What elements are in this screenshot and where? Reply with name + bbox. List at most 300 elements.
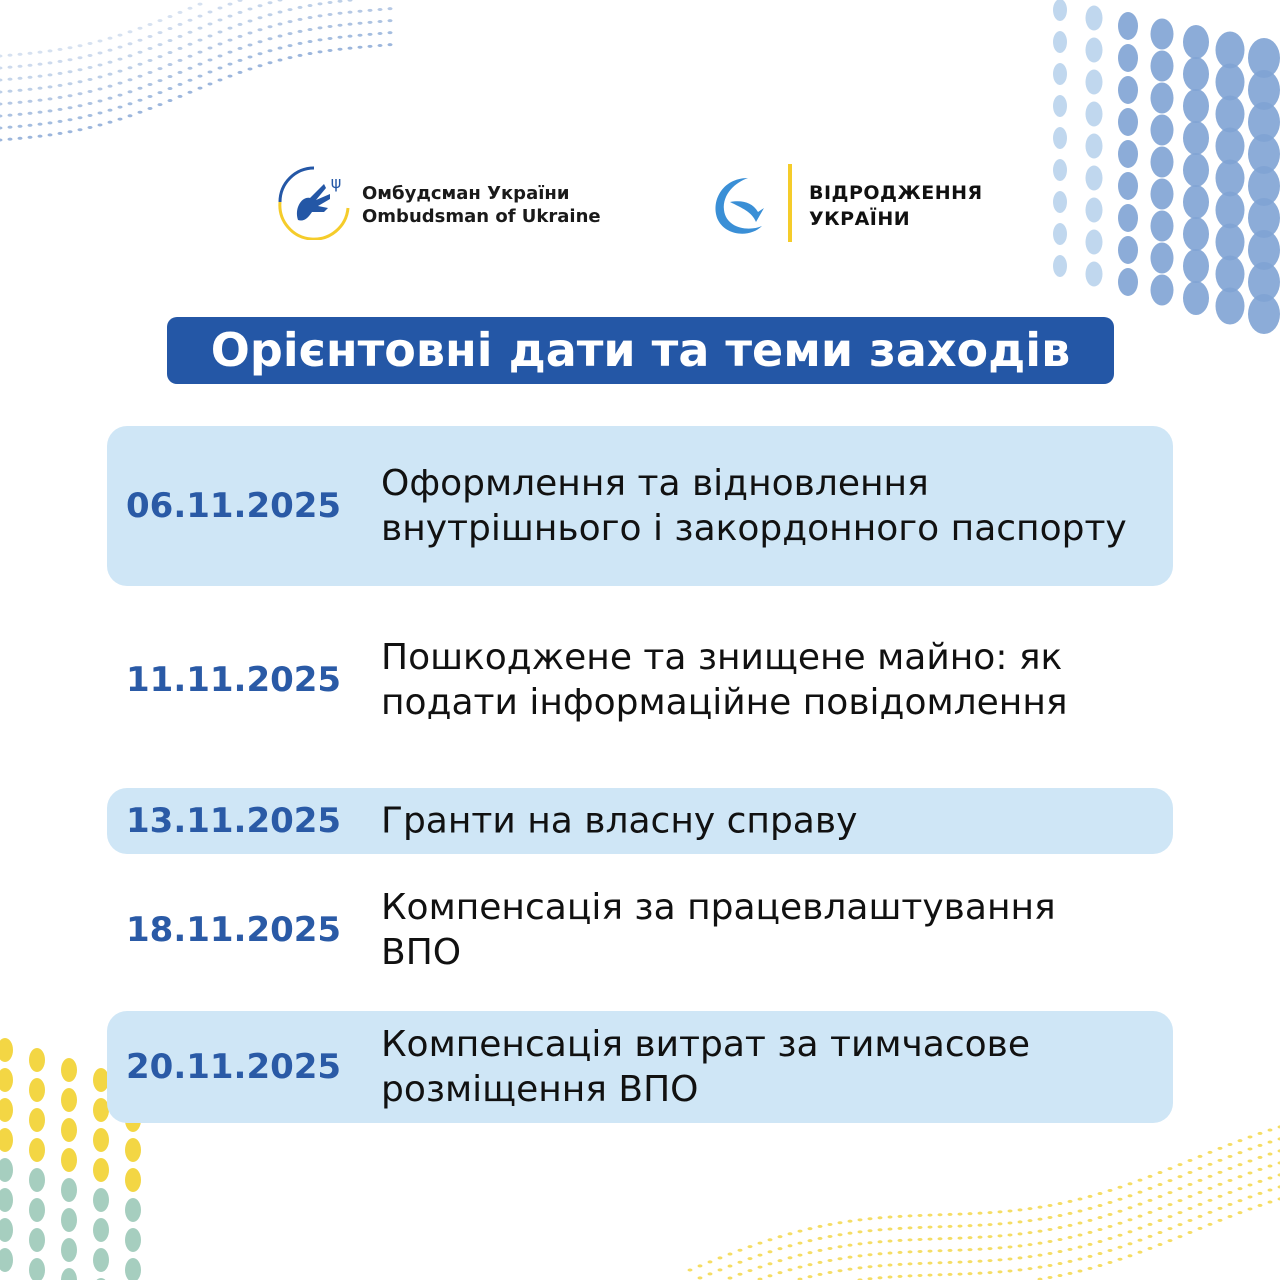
decor-dot	[29, 1108, 45, 1132]
decor-dot	[818, 1273, 823, 1276]
decor-dot	[1078, 1198, 1083, 1201]
decor-dot	[188, 7, 193, 10]
decor-dot	[1068, 1272, 1073, 1275]
decor-dot	[1148, 1175, 1153, 1178]
decor-dot	[1188, 1207, 1193, 1210]
decor-dot	[8, 90, 13, 93]
decor-dot	[788, 1268, 793, 1271]
decor-dot	[208, 82, 213, 85]
decor-dot	[1248, 1207, 1253, 1210]
decor-dot	[38, 99, 43, 102]
decor-dot	[58, 108, 63, 111]
decor-dot	[808, 1275, 813, 1278]
decor-dot	[998, 1270, 1003, 1273]
decor-dot	[48, 61, 53, 64]
decor-dot	[928, 1226, 933, 1229]
decor-dot	[148, 47, 153, 50]
decor-dot	[218, 6, 223, 9]
decor-dot	[48, 133, 53, 136]
decor-dot	[1088, 1219, 1093, 1222]
decor-dot	[78, 104, 83, 107]
decor-dot	[48, 109, 53, 112]
decor-dot	[698, 1264, 703, 1267]
decor-dot	[188, 79, 193, 82]
decor-dot	[848, 1268, 853, 1271]
decor-dot	[1048, 1216, 1053, 1219]
decor-dot	[0, 115, 3, 118]
decor-dot	[978, 1272, 983, 1275]
decor-dot	[1158, 1243, 1163, 1246]
page-title: Орієнтовні дати та теми заходів	[167, 317, 1114, 384]
decor-dot	[1028, 1231, 1033, 1234]
decor-dot	[1198, 1191, 1203, 1194]
decor-dot	[308, 4, 313, 7]
decor-dot	[1068, 1248, 1073, 1251]
decor-dot	[318, 50, 323, 53]
decor-dot	[1118, 1222, 1123, 1225]
decor-dot	[978, 1248, 983, 1251]
decor-dot	[98, 75, 103, 78]
event-topic: Оформлення та відновлення внутрішнього і закордонного паспорту	[381, 463, 1127, 549]
decor-dot	[698, 1276, 703, 1279]
decor-dot	[998, 1222, 1003, 1225]
decor-dot	[138, 75, 143, 78]
decor-dot	[1178, 1163, 1183, 1166]
decor-dot	[48, 49, 53, 52]
decor-dot	[98, 63, 103, 66]
decor-dot	[18, 125, 23, 128]
decor-dot	[288, 56, 293, 59]
decor-dot	[38, 135, 43, 138]
decor-dot	[158, 67, 163, 70]
decor-dot	[968, 1260, 973, 1263]
decor-dot	[1138, 1203, 1143, 1206]
decor-dot	[1098, 1192, 1103, 1195]
decor-dot	[878, 1264, 883, 1267]
decor-dot	[1158, 1219, 1163, 1222]
decor-dot	[58, 120, 63, 123]
decor-dot	[838, 1221, 843, 1224]
decor-dot	[1248, 1183, 1253, 1186]
decor-dot	[378, 32, 383, 35]
decor-dot	[338, 48, 343, 51]
decor-dot	[1248, 1171, 1253, 1174]
decor-dot	[1048, 1240, 1053, 1243]
decor-dot	[378, 8, 383, 11]
decor-dot	[1198, 1215, 1203, 1218]
decor-dot	[888, 1264, 893, 1267]
decor-dot	[758, 1242, 763, 1245]
decor-dot	[328, 25, 333, 28]
decor-dot	[1068, 1260, 1073, 1263]
decor-dot	[1098, 1252, 1103, 1255]
decor-dot	[8, 78, 13, 81]
decor-dot	[1098, 1228, 1103, 1231]
decor-dot	[218, 66, 223, 69]
decor-dot	[0, 1068, 13, 1092]
decor-dot	[168, 27, 173, 30]
decor-dot	[29, 1138, 45, 1162]
decor-dot	[1148, 1199, 1153, 1202]
decor-dot	[858, 1242, 863, 1245]
decor-dot	[798, 1266, 803, 1269]
decor-dot	[1086, 262, 1103, 287]
logo-divider	[788, 164, 792, 242]
decor-dot	[378, 44, 383, 47]
decor-dot	[178, 59, 183, 62]
decor-dot	[988, 1271, 993, 1274]
decor-dot	[1188, 1231, 1193, 1234]
decor-dot	[148, 59, 153, 62]
decor-dot	[168, 75, 173, 78]
decor-dot	[878, 1228, 883, 1231]
decor-dot	[218, 30, 223, 33]
decor-dot	[248, 43, 253, 46]
decor-dot	[58, 84, 63, 87]
decor-dot	[1168, 1191, 1173, 1194]
decor-dot	[148, 23, 153, 26]
decor-dot	[218, 54, 223, 57]
decor-dot	[1058, 1238, 1063, 1241]
event-row	[107, 600, 1173, 760]
decor-dot	[1038, 1242, 1043, 1245]
decor-dot	[198, 51, 203, 54]
decor-dot	[78, 44, 83, 47]
decor-dot	[938, 1261, 943, 1264]
decor-dot	[1018, 1256, 1023, 1259]
decor-dot	[1158, 1231, 1163, 1234]
event-row	[107, 1011, 1173, 1123]
decor-dot	[388, 31, 393, 34]
decor-dot	[778, 1247, 783, 1250]
decor-dot	[828, 1271, 833, 1274]
decor-dot	[1151, 275, 1174, 306]
decor-dot	[68, 46, 73, 49]
decor-dot	[1048, 1204, 1053, 1207]
decor-dot	[838, 1245, 843, 1248]
decor-dot	[208, 70, 213, 73]
decor-dot	[928, 1250, 933, 1253]
decor-dot	[1118, 1210, 1123, 1213]
decor-dot	[0, 1128, 13, 1152]
decor-dot	[948, 1273, 953, 1276]
decor-dot	[958, 1237, 963, 1240]
decor-dot	[198, 15, 203, 18]
decor-dot	[238, 11, 243, 14]
decor-dot	[1216, 32, 1245, 69]
decor-dot	[98, 51, 103, 54]
decor-dot	[158, 43, 163, 46]
decor-dot	[88, 126, 93, 129]
decor-dot	[298, 30, 303, 33]
decor-dot	[328, 49, 333, 52]
decor-dot	[228, 63, 233, 66]
decor-dot	[1228, 1191, 1233, 1194]
decor-dot	[1216, 64, 1245, 101]
decor-dot	[29, 1048, 45, 1072]
decor-dot	[838, 1269, 843, 1272]
decor-dot	[1216, 288, 1245, 325]
decor-dot	[68, 130, 73, 133]
decor-dot	[1018, 1220, 1023, 1223]
decor-dot	[1088, 1243, 1093, 1246]
decor-dot	[1228, 1143, 1233, 1146]
decor-dot	[1228, 1203, 1233, 1206]
decor-dot	[938, 1273, 943, 1276]
event-row	[107, 872, 1173, 988]
decor-dot	[1158, 1195, 1163, 1198]
decor-dot	[828, 1247, 833, 1250]
decor-dot	[38, 123, 43, 126]
decor-dot	[148, 83, 153, 86]
decor-dot	[1151, 115, 1174, 146]
ombudsman-logo-icon	[276, 164, 352, 240]
decor-dot	[8, 54, 13, 57]
decor-dot	[1086, 134, 1103, 159]
decor-dot	[1238, 1151, 1243, 1154]
decor-dot	[1168, 1227, 1173, 1230]
decor-dot	[0, 1218, 13, 1242]
decor-dot	[1268, 1189, 1273, 1192]
decor-dot	[968, 1236, 973, 1239]
decor-dot	[78, 116, 83, 119]
decor-dot	[0, 67, 3, 70]
decor-dot	[1108, 1213, 1113, 1216]
decor-dot	[61, 1238, 77, 1262]
decor-dot	[1238, 1175, 1243, 1178]
decor-dot	[28, 88, 33, 91]
decor-dot	[1248, 1135, 1253, 1138]
decor-dot	[108, 73, 113, 76]
decor-dot	[788, 1256, 793, 1259]
decor-dot	[908, 1214, 913, 1217]
decor-dot	[198, 63, 203, 66]
decor-dot	[0, 139, 3, 142]
decor-dot	[1108, 1249, 1113, 1252]
decor-dot	[78, 56, 83, 59]
decor-dot	[1088, 1231, 1093, 1234]
decor-dot	[788, 1232, 793, 1235]
decor-dot	[1198, 1155, 1203, 1158]
decor-dot	[1168, 1203, 1173, 1206]
decor-dot	[1118, 1258, 1123, 1261]
decor-dot	[238, 47, 243, 50]
decor-dot	[118, 34, 123, 37]
decor-dot	[1098, 1264, 1103, 1267]
decor-dot	[1248, 1159, 1253, 1162]
decor-dot	[908, 1238, 913, 1241]
decor-dot	[338, 36, 343, 39]
decor-dot	[898, 1263, 903, 1266]
svg-text:ψ: ψ	[330, 173, 342, 192]
decor-dot	[858, 1230, 863, 1233]
decor-dot	[308, 28, 313, 31]
decor-dot	[18, 113, 23, 116]
decor-dot	[1053, 0, 1067, 21]
decor-dot	[138, 27, 143, 30]
decor-dot	[108, 61, 113, 64]
decor-dot	[348, 35, 353, 38]
decor-dot	[1058, 1274, 1063, 1277]
decor-dot	[1148, 1211, 1153, 1214]
decor-dot	[248, 31, 253, 34]
decor-dot	[268, 25, 273, 28]
decor-dot	[29, 1198, 45, 1222]
decor-dot	[208, 58, 213, 61]
decor-dot	[778, 1259, 783, 1262]
decor-dot	[898, 1251, 903, 1254]
decor-dot	[978, 1260, 983, 1263]
decor-dot	[158, 79, 163, 82]
decor-dot	[268, 37, 273, 40]
decor-dot	[118, 58, 123, 61]
decor-dot	[1138, 1191, 1143, 1194]
decor-dot	[328, 13, 333, 16]
decor-dot	[138, 63, 143, 66]
decor-dot	[1118, 268, 1138, 296]
decor-dot	[58, 60, 63, 63]
decor-dot	[158, 103, 163, 106]
decor-dot	[1058, 1202, 1063, 1205]
decor-dot	[738, 1273, 743, 1276]
decor-dot	[108, 97, 113, 100]
decor-dot	[928, 1262, 933, 1265]
decor-dot	[278, 23, 283, 26]
decor-dot	[348, 0, 353, 2]
decor-dot	[98, 99, 103, 102]
decor-dot	[48, 73, 53, 76]
decor-dot	[58, 72, 63, 75]
decor-dot	[918, 1274, 923, 1277]
decor-dot	[888, 1240, 893, 1243]
decor-dot	[28, 52, 33, 55]
decor-dot	[1183, 57, 1209, 91]
decor-dot	[0, 1158, 13, 1182]
decor-dot	[948, 1249, 953, 1252]
decor-dot	[1258, 1144, 1263, 1147]
decor-dot	[58, 132, 63, 135]
decor-dot	[118, 46, 123, 49]
decor-dot	[1151, 83, 1174, 114]
decor-dot	[1053, 95, 1067, 117]
decor-dot	[118, 70, 123, 73]
decor-dot	[848, 1244, 853, 1247]
decor-dot	[1238, 1211, 1243, 1214]
decor-dot	[1188, 1195, 1193, 1198]
decor-dot	[158, 31, 163, 34]
decor-dot	[878, 1252, 883, 1255]
decor-dot	[808, 1263, 813, 1266]
decor-dot	[1138, 1251, 1143, 1254]
decor-dot	[1208, 1211, 1213, 1214]
decor-dot	[188, 91, 193, 94]
partner-logos	[0, 160, 1280, 250]
event-date: 13.11.2025	[126, 801, 342, 841]
decor-dot	[918, 1250, 923, 1253]
decor-dot	[178, 11, 183, 14]
decor-dot	[988, 1211, 993, 1214]
decor-dot	[968, 1224, 973, 1227]
decor-dot	[0, 55, 3, 58]
decor-dot	[208, 46, 213, 49]
decor-dot	[1128, 1254, 1133, 1257]
decor-dot	[1208, 1199, 1213, 1202]
decor-dot	[1183, 121, 1209, 155]
event-topic: Компенсація за працевлаштування ВПО	[381, 887, 1056, 973]
decor-dot	[128, 114, 133, 117]
decor-dot	[218, 78, 223, 81]
decor-dot	[1216, 256, 1245, 293]
decor-dot	[1018, 1232, 1023, 1235]
decor-dot	[1118, 1186, 1123, 1189]
decor-dot	[178, 83, 183, 86]
decor-dot	[708, 1260, 713, 1263]
decor-dot	[61, 1118, 77, 1142]
decor-dot	[158, 19, 163, 22]
decor-dot	[228, 51, 233, 54]
decor-dot	[1038, 1266, 1043, 1269]
decor-dot	[93, 1158, 109, 1182]
decor-dot	[278, 59, 283, 62]
decor-dot	[1038, 1230, 1043, 1233]
event-topic: Гранти на власну справу	[381, 800, 858, 842]
decor-dot	[1188, 1219, 1193, 1222]
decor-dot	[998, 1246, 1003, 1249]
decor-dot	[358, 46, 363, 49]
decor-dot	[328, 37, 333, 40]
decor-dot	[368, 45, 373, 48]
decor-dot	[708, 1272, 713, 1275]
decor-dot	[128, 66, 133, 69]
decor-dot	[1198, 1179, 1203, 1182]
decor-dot	[1148, 1247, 1153, 1250]
decor-dot	[908, 1262, 913, 1265]
decor-dot	[818, 1261, 823, 1264]
decor-dot	[61, 1178, 77, 1202]
decor-dot	[188, 43, 193, 46]
decor-dot	[198, 39, 203, 42]
decor-dot	[1158, 1207, 1163, 1210]
decor-dot	[93, 1128, 109, 1152]
decor-dot	[128, 78, 133, 81]
decor-dot	[918, 1226, 923, 1229]
decor-dot	[278, 0, 283, 2]
decor-dot	[238, 0, 243, 2]
decor-dot	[98, 39, 103, 42]
decor-dot	[368, 21, 373, 24]
decor-dot	[48, 85, 53, 88]
decor-dot	[168, 87, 173, 90]
decor-dot	[938, 1213, 943, 1216]
decor-dot	[968, 1248, 973, 1251]
decor-dot	[1086, 70, 1103, 95]
decor-dot	[18, 53, 23, 56]
decor-dot	[358, 10, 363, 13]
decor-dot	[258, 28, 263, 31]
decor-dot	[378, 20, 383, 23]
decor-dot	[768, 1238, 773, 1241]
decor-dot	[848, 1220, 853, 1223]
decor-dot	[898, 1275, 903, 1278]
decor-dot	[61, 1268, 77, 1280]
decor-dot	[1068, 1224, 1073, 1227]
decor-dot	[308, 40, 313, 43]
decor-dot	[338, 12, 343, 15]
decor-dot	[348, 47, 353, 50]
decor-dot	[88, 114, 93, 117]
decor-dot	[1198, 1203, 1203, 1206]
decor-dot	[28, 112, 33, 115]
